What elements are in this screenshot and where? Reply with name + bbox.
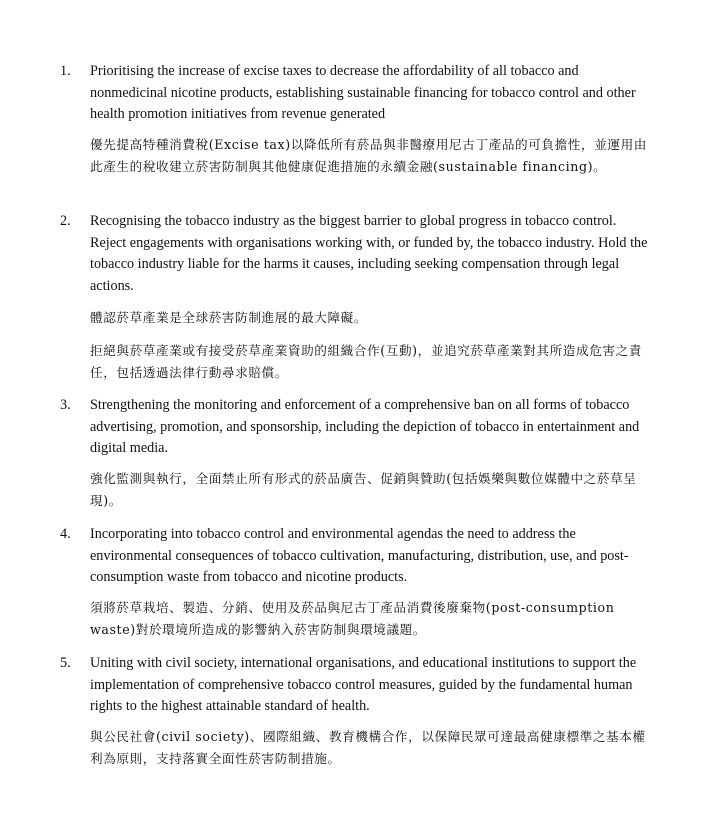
item-english-text: Incorporating into tobacco control and environmental agendas the need to address the environmental consequences of tobacco cultivation, manufacturing, distribution, use, and post-consumption waste from tobacco and nicotine products.	[90, 526, 629, 585]
item-chinese-text: 體認菸草產業是全球菸害防制進展的最大障礙。	[90, 310, 368, 325]
item-chinese-text: 拒絕與菸草產業或有接受菸草產業資助的組織合作(互動)，並追究菸草產業對其所造成危害之責任，包括透過法律行動尋求賠償。	[90, 343, 642, 380]
item-number: 4.	[60, 526, 71, 542]
item-number: 2.	[60, 213, 71, 229]
item-chinese-text: 與公民社會(civil society)、國際組織、教育機構合作，以保障民眾可達最高健康標準之基本權利為原則，支持落實全面性菸害防制措施。	[90, 729, 646, 766]
item-chinese-text: 強化監測與執行，全面禁止所有形式的菸品廣告、促銷與贊助(包括娛樂與數位媒體中之菸草呈現)。	[90, 471, 637, 508]
item-english-text: Prioritising the increase of excise taxes to decrease the affordability of all tobacco and nonmedicinal nicotine products, establishing sustainable financing for tobacco control and other health promotion initiatives from revenue generated	[90, 63, 636, 122]
item-english-text: Strengthening the monitoring and enforcement of a comprehensive ban on all forms of tobacco advertising, promotion, and sponsorship, including the depiction of tobacco in entertainment and digital media.	[90, 397, 640, 456]
item-number: 3.	[60, 397, 71, 413]
item-number: 5.	[60, 655, 71, 671]
item-english-text: Uniting with civil society, international organisations, and educational institutions to support the implementation of comprehensive tobacco control measures, guided by the fundamental human rights to the highest attainable standard of health.	[90, 655, 637, 714]
item-chinese-text: 優先提高特種消費稅(Excise tax)以降低所有菸品與非醫療用尼古丁產品的可負擔性，並運用由此產生的稅收建立菸害防制與其他健康促進措施的永續金融(sustainable financing)。	[90, 137, 647, 174]
item-number: 1.	[60, 63, 71, 79]
item-english-text: Recognising the tobacco industry as the biggest barrier to global progress in tobacco control. Reject engagements with organisations working with, or funded by, the tobacco industry. Hold the tobacco industry liable for the harms it causes, including seeking compensation through legal actions.	[90, 213, 648, 294]
item-chinese-text: 須將菸草栽培、製造、分銷、使用及菸品與尼古丁產品消費後廢棄物(post-consumption waste)對於環境所造成的影響納入菸害防制與環境議題。	[90, 600, 615, 637]
